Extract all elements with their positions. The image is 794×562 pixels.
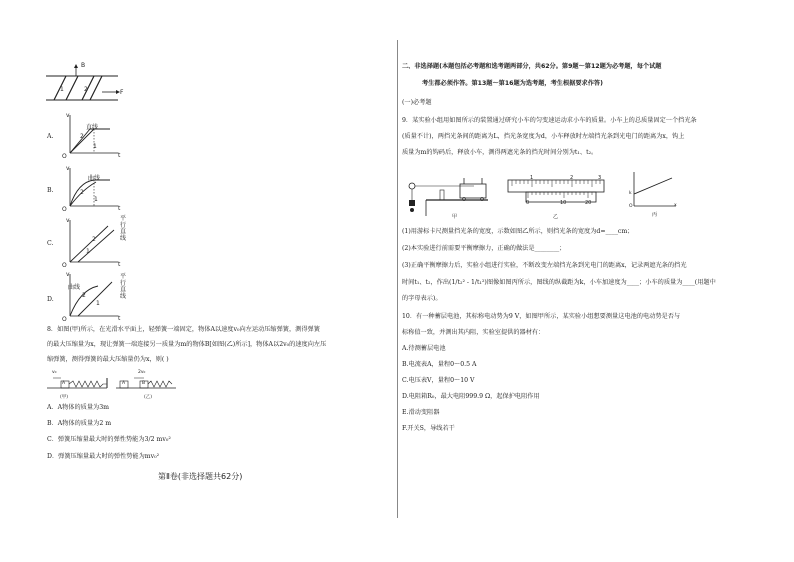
figure-q8-spring-b [116,374,178,394]
q8-fig-b-block-b: B [142,381,146,386]
figure-bing-caption: 丙 [652,212,658,218]
figure-jia-caption: 甲 [452,214,458,220]
option-d-axis-v: v [66,271,70,278]
q8-fig-b-block-a: A [122,381,126,386]
rail-label-b: B [81,62,86,69]
q10-item-f: F.开关S，导线若干 [402,425,455,432]
right-subheading: (一)必考题 [402,99,432,106]
caliper-main-3: 3 [598,175,602,181]
q10-item-b: B.电流表A，量程0～0.5 A [402,361,477,368]
q9-sub3-line1: (3)正确平衡摩擦力后，实验小组进行实验，不断改变左端挡光条到光电门的距离x，记录两遮光条的挡光 [402,262,687,269]
figure-jia-apparatus [404,172,490,218]
right-heading-line1: 二、非选择题(本题包括必考题和选考题两部分，共62分。第9题～第12题为必考题，每个试题 [402,63,662,70]
option-b-origin: O [62,206,67,213]
bing-x-axis: x [674,203,677,208]
graph-option-a [64,113,120,161]
caliper-vernier-0: 0 [526,200,530,206]
figure-q8-spring-a [47,374,109,394]
q8-fig-a-caption: (甲) [60,395,69,400]
option-a-axis-v: v [66,112,70,119]
option-a-origin: O [62,153,67,160]
caliper-vernier-20: 20 [585,200,592,206]
option-c-n1: 1 [86,248,90,255]
q8-option-d: D．弹簧压缩量最大时的弹性势能为mv₀² [47,453,160,460]
q9-line1: 9．某实验小组用如图所示的装置通过研究小车的匀变速运动求小车的质量。小车上的总质量固定一个挡光条 [402,117,697,124]
graph-option-c [64,218,120,268]
q9-sub3-line2: 时间t₁、t₂，作出(1/t₂² - 1/t₁²)图像如图丙所示，图线的纵截距为k，小车加速度为____；小车的质量为____(用题中 [402,279,716,286]
q9-sub3-line3: 的字母表示)。 [402,295,442,302]
figure-rails [46,62,126,108]
option-c-axis-v: v [66,217,70,224]
option-a-letter: A. [47,133,54,140]
q10-item-a: A.待测蓄层电池 [402,345,446,352]
option-d-curve2-label: 平行直线 [120,273,127,300]
q8-fig-a-v0: v₀ [52,370,57,375]
bing-intercept-k: k [629,191,632,196]
option-d-n1: 1 [96,300,100,307]
q10-line1: 10．有一种蓄层电池，其标称电动势为9 V，如图甲所示，某实验小组想要测量这电池的电动势是否与 [402,313,681,320]
rail-label-f: F [120,89,124,96]
q8-option-c: C．弹簧压缩量最大时的弹性势能为3/2 mv₀² [47,436,171,443]
option-d-curve-label: 曲线 [68,284,81,291]
option-a-t: t [118,152,121,159]
q9-sub2: (2)本实验进行前需要平衡摩擦力，正确的做法是________； [402,245,566,252]
option-b-n2: 2 [80,189,84,196]
q8-line3: 缩弹簧，测得弹簧的最大压缩量仍为x，则( ) [47,356,169,363]
q10-line2: 标称值一致，并测出其内阻，实验室提供的器材有： [402,329,545,336]
q8-fig-b-caption: (乙) [144,395,153,400]
q9-line3: 质量为m的钩码后，释放小车，测得两遮光条的挡光时间分别为t₁、t₂。 [402,149,598,156]
option-a-n2: 2 [80,133,84,140]
figure-yi-caption: 乙 [553,214,559,220]
q9-line2: (质量不计)，两挡光条间的距离为L，挡光条宽度为d，小车释放时左端挡光条到光电门的距离为x，钩上 [402,133,685,140]
caliper-vernier-10: 10 [560,200,567,206]
bing-origin: O [629,204,633,209]
option-b-n1: 1 [94,196,98,203]
option-c-letter: C. [47,240,54,247]
option-b-curve-label: 曲线 [88,175,101,182]
option-c-curve-label: 平行直线 [120,215,127,242]
option-a-curve-label: 直线 [86,124,99,131]
q8-fig-a-block: A [62,381,66,386]
q10-item-c: C.电压表V，量程0～10 V [402,377,475,384]
option-b-t: t [118,205,121,212]
option-a-n1: 1 [93,143,97,150]
option-c-origin: O [62,262,67,269]
option-b-letter: B. [47,187,54,194]
section-title-part2: 第Ⅱ卷(非选择题共62分) [158,472,243,481]
option-b-axis-v: v [66,165,70,172]
option-d-t: t [118,315,121,322]
option-d-letter: D. [47,296,54,303]
graph-option-d [64,272,120,322]
caliper-main-2: 2 [570,175,574,181]
option-d-origin: O [62,316,67,323]
option-c-n2: 2 [92,236,96,243]
caliper-main-1: 1 [530,175,534,181]
right-heading-line2: 考生都必须作答。第13题～第16题为选考题，考生根据要求作答) [422,80,603,87]
q8-option-b: B．A物体的质量为2 m [47,420,112,427]
rail-label-1: 1 [60,86,64,93]
figure-yi-caliper [506,172,606,212]
figure-bing-graph [628,170,678,214]
q8-line2: 的最大压缩量为x，现让弹簧一端连接另一质量为m的物体B[如图(乙)所示]，物体A以2v₀的速度向左压 [47,341,327,348]
q9-sub1: (1)用游标卡尺测量挡光条的宽度，示数如图乙所示，则挡光条的宽度为d=____cm； [402,228,634,235]
q8-fig-b-v: 2v₀ [138,370,146,375]
q10-item-e: E.滑动变阻器 [402,409,440,416]
option-c-t: t [118,261,121,268]
q8-option-a: A．A物体的质量为3m [47,404,110,411]
option-d-n2: 2 [82,292,86,299]
column-divider [397,40,398,518]
q8-line1: 8．如图(甲)所示，在光滑水平面上，轻弹簧一端固定，物体A以速度v₀向左运动压缩弹簧，测得弹簧 [47,326,320,333]
rail-label-2: 2 [84,86,88,93]
q10-item-d: D.电阻箱R₀，最大电阻999.9 Ω，起保护电阻作用 [402,393,540,400]
